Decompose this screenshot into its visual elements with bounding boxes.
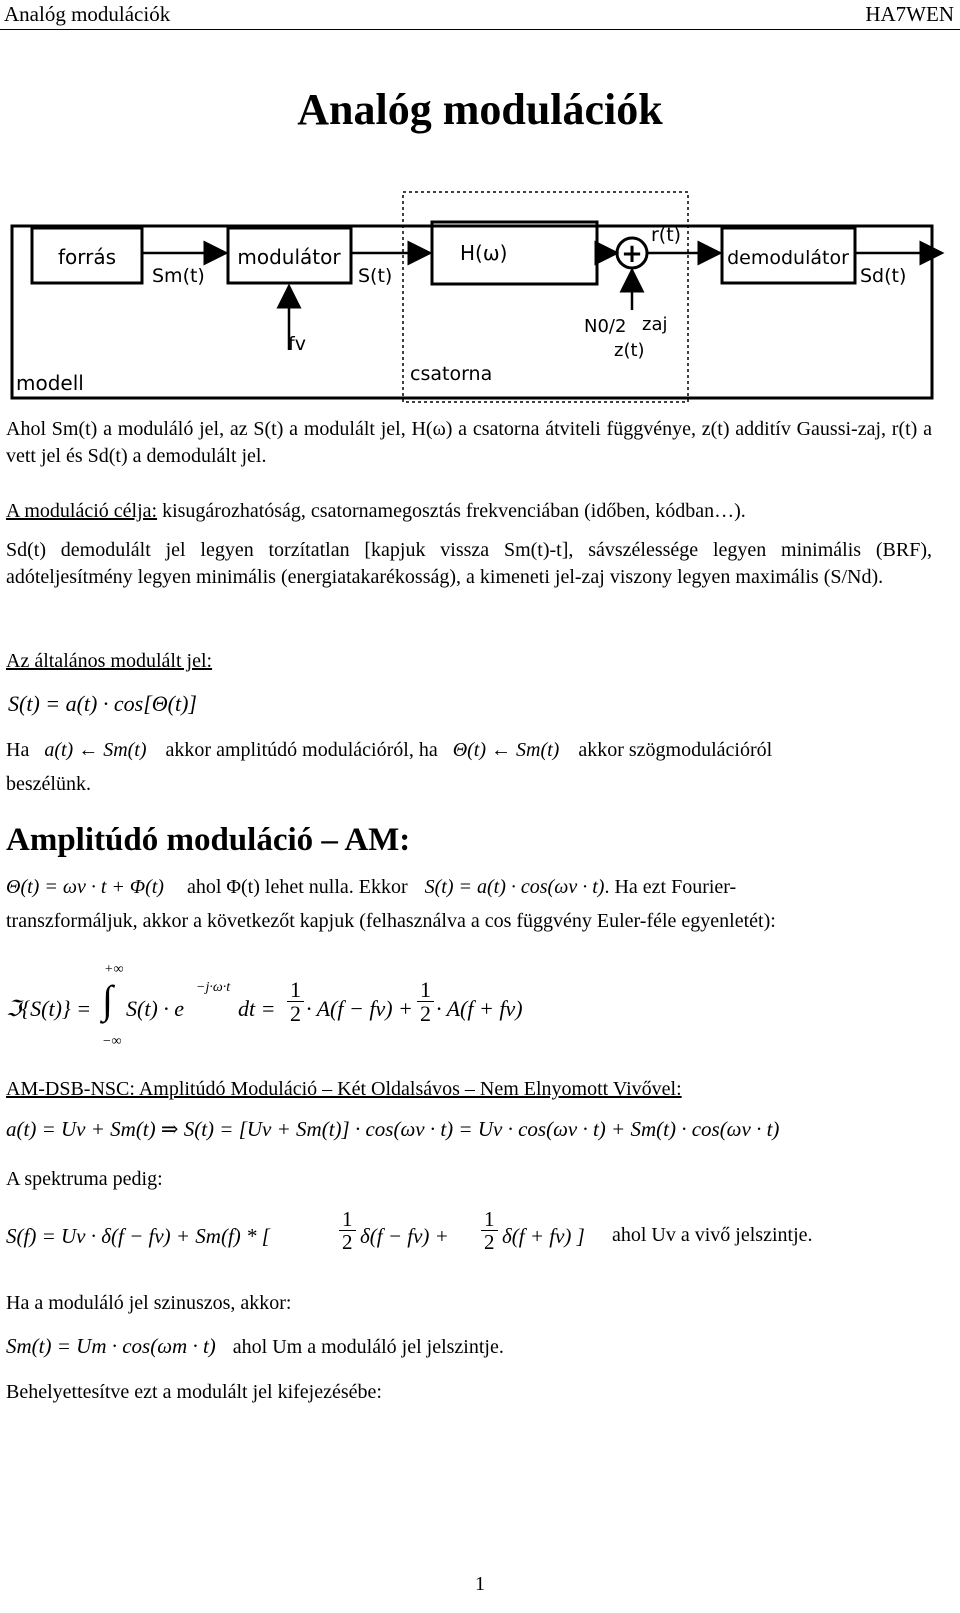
equation-pm-assign: Θ(t) ← Sm(t) <box>452 739 560 761</box>
spectrum-term-2: δ(f + fv) ] <box>502 1224 585 1248</box>
summing-plus: + <box>621 239 643 269</box>
noise-zaj-label: zaj <box>642 314 668 335</box>
fourier-term-1: · A(f − fv) + <box>306 996 413 1021</box>
spectrum-heading: A spektruma pedig: <box>6 1168 163 1190</box>
am-text-1: ahol Φ(t) lehet nulla. Ekkor <box>186 876 408 898</box>
spectrum-frac-2: $\frac{1}{2}$ <box>481 1208 498 1253</box>
fv-label: fv <box>288 333 306 355</box>
header-rule <box>0 29 960 30</box>
paragraph-requirements: Sd(t) demodulált jel legyen torzítatlan [kapjuk vissza Sm(t)-t], sávszélessége legyen minimális (BRF), adóteljesítmény legyen minimális (energiatakarékosság), a kimeneti jel-zaj viszony legyen maximális (S/Nd). <box>6 539 932 588</box>
spectrum-frac-1: $\frac{1}{2}$ <box>339 1208 356 1253</box>
purpose-label: A moduláció célja: <box>6 500 158 522</box>
st-label: S(t) <box>358 265 393 287</box>
integral-sign: ∫ <box>102 977 113 1022</box>
spectrum-note: ahol Uv a vivő jelszintje. <box>612 1224 813 1246</box>
modulator-label: modulátor <box>237 245 341 269</box>
equation-dsb-nsc: a(t) = Uv + Sm(t) ⇒ S(t) = [Uv + Sm(t)] · cos(ωv · t) = Uv · cos(ωv · t) + Sm(t) · cos(ωv · t) <box>6 1117 780 1141</box>
am-pm-ha: Ha <box>6 739 30 761</box>
paragraph-am-pm <box>6 737 932 764</box>
sd-label: Sd(t) <box>860 265 907 287</box>
fourier-frac-1: $\frac{1}{2}$ <box>287 978 304 1025</box>
spectrum-term-1: δ(f − fv) + <box>360 1224 449 1248</box>
paragraph-definitions: Ahol Sm(t) a moduláló jel, az S(t) a modulált jel, H(ω) a csatorna átviteli függvénye, z(t) additív Gaussi-zaj, r(t) a vett jel és Sd(t) a demodulált jel. <box>6 418 932 467</box>
fourier-dt: dt = <box>238 996 276 1021</box>
equation-sinusoid: Sm(t) = Um · cos(ωm · t) <box>6 1334 216 1358</box>
noise-n0-label: N0/2 <box>584 316 627 337</box>
am-pm-end: akkor szögmodulációról <box>578 739 773 761</box>
sinusoid-note: ahol Um a moduláló jel jelszintje. <box>232 1336 504 1358</box>
paragraph-am <box>6 874 936 901</box>
header-left: Analóg modulációk <box>4 2 171 26</box>
fourier-exponent: −j·ω·t <box>196 980 231 995</box>
sinusoid-heading: Ha a moduláló jel szinuszos, akkor: <box>6 1292 292 1314</box>
page-number: 1 <box>475 1573 485 1595</box>
channel-label: csatorna <box>410 363 493 385</box>
paragraph-purpose <box>6 498 932 525</box>
model-block-diagram <box>10 190 950 418</box>
equation-fourier <box>6 962 566 1050</box>
fourier-frac-2: $\frac{1}{2}$ <box>417 978 434 1025</box>
integral-lower: −∞ <box>102 1034 122 1049</box>
equation-sinusoid-line <box>6 1333 504 1361</box>
equation-spectrum <box>6 1206 946 1272</box>
sm-label: Sm(t) <box>152 265 205 287</box>
spectrum-lhs: S(f) = Uv · δ(f − fv) + Sm(f) * [ <box>6 1224 270 1248</box>
fourier-lhs: ℑ{S(t)} = <box>6 996 92 1021</box>
dsb-nsc-heading: AM-DSB-NSC: Amplitúdó Moduláció – Két Oldalsávos – Nem Elnyomott Vivővel: <box>6 1078 682 1100</box>
rt-label: r(t) <box>651 224 682 246</box>
fourier-integrand: S(t) · e <box>126 996 185 1021</box>
equation-general: S(t) = a(t) · cos[Θ(t)] <box>8 691 197 716</box>
channel-fn-block <box>432 222 597 284</box>
source-label: forrás <box>57 245 117 269</box>
equation-am-signal: S(t) = a(t) · cos(ωv · t) <box>424 876 605 898</box>
general-signal-heading: Az általános modulált jel: <box>6 650 213 672</box>
equation-am-assign: a(t) ← Sm(t) <box>44 739 147 761</box>
equation-phase: Θ(t) = ωv · t + Φ(t) <box>6 876 164 898</box>
am-pm-mid: akkor amplitúdó modulációról, ha <box>165 739 438 761</box>
substitution-text: Behelyettesítve ezt a modulált jel kifejezésébe: <box>6 1381 382 1403</box>
am-pm-continuation: beszélünk. <box>6 773 91 795</box>
noise-zt-label: z(t) <box>614 340 645 361</box>
header-right: HA7WEN <box>865 2 954 26</box>
am-heading: Amplitúdó moduláció – AM: <box>6 822 411 858</box>
channel-fn-label: H(ω) <box>460 241 508 265</box>
demodulator-label: demodulátor <box>727 247 849 269</box>
am-text-2: . Ha ezt Fourier- <box>604 876 737 898</box>
purpose-text: kisugározhatóság, csatornamegosztás frekvenciában (időben, kódban…). <box>157 500 746 522</box>
am-text-3: transzformáljuk, akkor a következőt kapjuk (felhasználva a cos függvény Euler-féle egyenletét): <box>6 910 776 932</box>
integral-upper: +∞ <box>104 962 124 977</box>
model-label: modell <box>16 371 84 395</box>
fourier-term-2: · A(f + fv) <box>436 996 523 1021</box>
page-title: Analóg modulációk <box>297 85 663 134</box>
